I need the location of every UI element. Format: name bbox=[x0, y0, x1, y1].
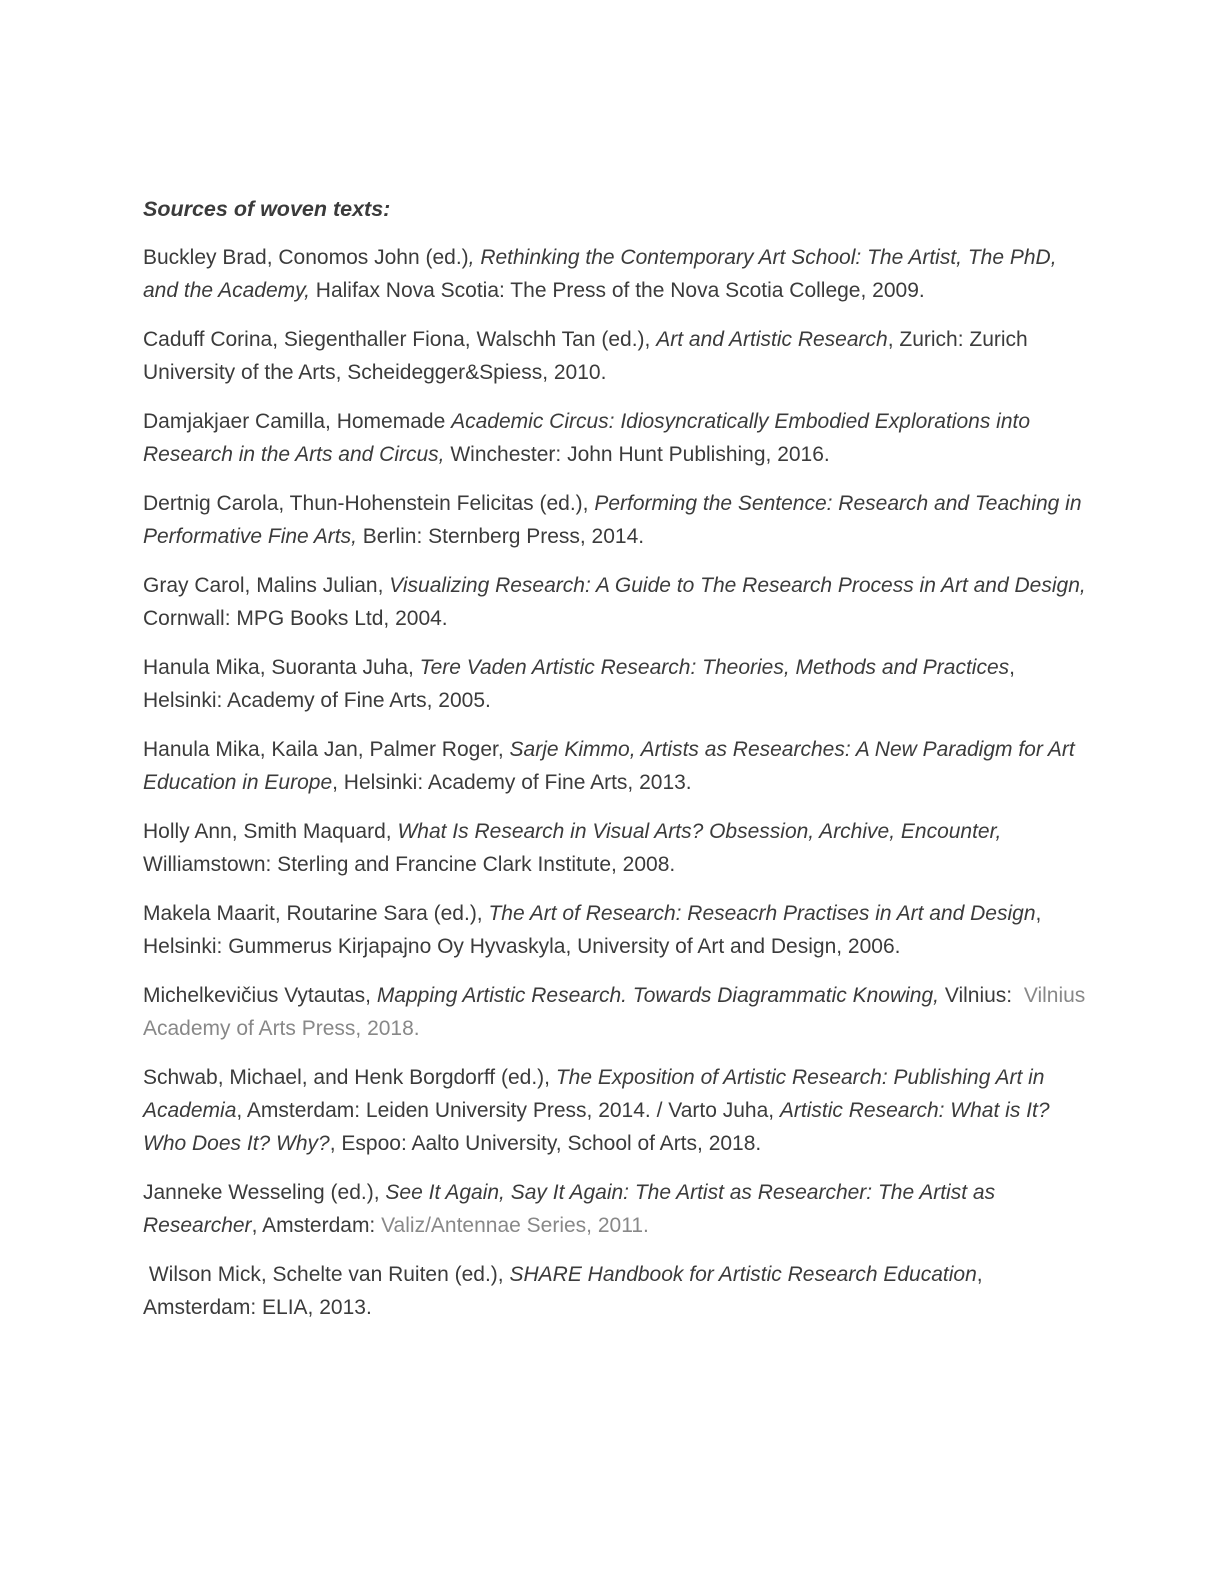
citation-segment: , Helsinki: Academy of Fine Arts, 2005. bbox=[143, 656, 1021, 712]
citation-entry bbox=[143, 651, 1090, 717]
citation-segment: Halifax Nova Scotia: The Press of the Nova Scotia College, 2009. bbox=[309, 279, 925, 302]
citation-entry bbox=[143, 815, 1090, 881]
citation-segment: , Amsterdam: bbox=[251, 1214, 382, 1237]
citation-segment: Sarje Kimmo, Artists as Researches: A New Paradigm for Art Education in Europe bbox=[143, 738, 1081, 794]
citation-segment: Art and Artistic Research bbox=[656, 328, 888, 351]
citation-segment: Tere Vaden Artistic Research: Theories, Methods and Practices bbox=[419, 656, 1010, 679]
citation-segment: See It Again, Say It Again: The Artist as Researcher: The Artist as Researcher bbox=[143, 1181, 1001, 1237]
citation-segment: , Espoo: Aalto University, School of Arts, 2018. bbox=[329, 1132, 762, 1155]
citation-segment: Winchester: John Hunt Publishing, 2016. bbox=[444, 443, 830, 466]
citation-segment: Performing the Sentence: Research and Teaching in Performative Fine Arts, bbox=[143, 492, 1088, 548]
citation-segment: , Amsterdam: ELIA, 2013. bbox=[143, 1263, 988, 1319]
citation-segment: , Helsinki: Gummerus Kirjapajno Oy Hyvaskyla, University of Art and Design, 2006. bbox=[143, 902, 1048, 958]
citation-entry bbox=[143, 323, 1090, 389]
citation-segment: , Zurich: Zurich University of the Arts, Scheidegger&Spiess, 2010. bbox=[143, 328, 1034, 384]
citation-segment: Valiz/Antennae Series, 2011. bbox=[381, 1214, 649, 1237]
citation-segment: Hanula Mika, Kaila Jan, Palmer Roger, bbox=[143, 738, 510, 761]
citation-segment: , Helsinki: Academy of Fine Arts, 2013. bbox=[332, 771, 692, 794]
citation-entry bbox=[143, 1176, 1090, 1242]
citation-segment: Artistic Research: What is It? Who Does It? Why? bbox=[143, 1099, 1056, 1155]
citation-segment: The Exposition of Artistic Research: Publishing Art in Academia bbox=[143, 1066, 1050, 1122]
citation-segment: Vilnius: bbox=[938, 984, 1024, 1007]
citation-segment: Visualizing Research: A Guide to The Research Process in Art and Design, bbox=[389, 574, 1086, 597]
citation-entry bbox=[143, 1061, 1090, 1160]
citation-segment: Berlin: Sternberg Press, 2014. bbox=[356, 525, 645, 548]
citation-segment: Mapping Artistic Research. Towards Diagrammatic Knowing, bbox=[376, 984, 939, 1007]
citation-entry bbox=[143, 405, 1090, 471]
citation-entry bbox=[143, 569, 1090, 635]
citation-segment: Gray Carol, Malins Julian, bbox=[143, 574, 390, 597]
citation-segment: Damjakjaer Camilla, Homemade bbox=[143, 410, 452, 433]
citation-segment: SHARE Handbook for Artistic Research Education bbox=[509, 1263, 977, 1286]
citation-segment: Hanula Mika, Suoranta Juha, bbox=[143, 656, 420, 679]
citation-segment: Caduff Corina, Siegenthaller Fiona, Walschh Tan (ed.), bbox=[143, 328, 657, 351]
citation-segment: Holly Ann, Smith Maquard, bbox=[143, 820, 398, 843]
citation-segment: Schwab, Michael, and Henk Borgdorff (ed.), bbox=[143, 1066, 556, 1089]
citation-segment: , Rethinking the Contemporary Art School: The Artist, The PhD, and the Academy, bbox=[143, 246, 1063, 302]
citation-segment: Makela Maarit, Routarine Sara (ed.), bbox=[143, 902, 489, 925]
citation-segment: Williamstown: Sterling and Francine Clark Institute, 2008. bbox=[143, 820, 1008, 876]
citation-entry bbox=[143, 979, 1090, 1045]
citation-segment: Wilson Mick, Schelte van Ruiten (ed.), bbox=[143, 1263, 510, 1286]
page-title: Sources of woven texts: bbox=[143, 197, 391, 221]
citation-entry bbox=[143, 487, 1090, 553]
citation-segment: Academic Circus: Idiosyncratically Embodied Explorations into Research in the Arts and Circus, bbox=[143, 410, 1036, 466]
citation-entry bbox=[143, 241, 1090, 307]
citation-segment: Vilnius Academy of Arts Press, 2018. bbox=[143, 984, 1090, 1040]
citation-entry bbox=[143, 733, 1090, 799]
citation-segment: Janneke Wesseling (ed.), bbox=[143, 1181, 386, 1204]
citation-segment: The Art of Research: Reseacrh Practises in Art and Design bbox=[488, 902, 1036, 925]
citation-segment: , Amsterdam: Leiden University Press, 2014. / Varto Juha, bbox=[236, 1099, 780, 1122]
citation-entry bbox=[143, 1258, 1090, 1324]
citation-entry bbox=[143, 897, 1090, 963]
citation-segment: Michelkevičius Vytautas, bbox=[143, 984, 377, 1007]
citation-segment: Dertnig Carola, Thun-Hohenstein Felicitas (ed.), bbox=[143, 492, 595, 515]
citation-segment: Cornwall: MPG Books Ltd, 2004. bbox=[143, 574, 1092, 630]
citation-list bbox=[143, 241, 1090, 1324]
citation-segment: What Is Research in Visual Arts? Obsession, Archive, Encounter, bbox=[397, 820, 1002, 843]
citation-segment: Buckley Brad, Conomos John (ed.) bbox=[143, 246, 469, 269]
